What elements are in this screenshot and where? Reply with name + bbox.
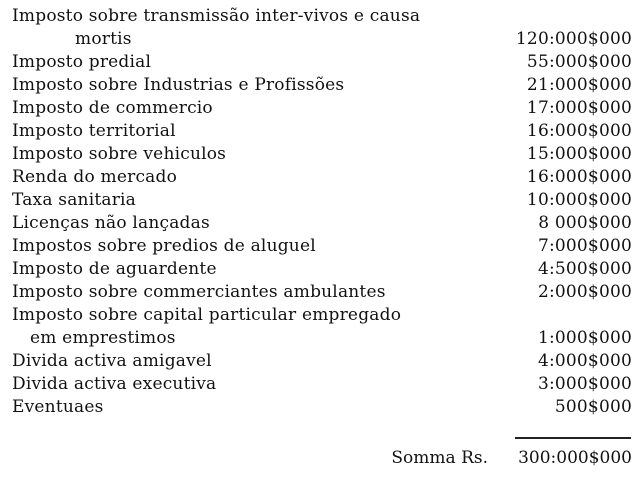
total-amount: 300:000$000 (518, 448, 632, 468)
row-label: Imposto sobre commerciantes ambulantes (12, 282, 386, 302)
table-row (0, 74, 640, 97)
row-label: Imposto sobre transmissão inter-vivos e causa (12, 6, 421, 26)
table-row (0, 281, 640, 304)
table-row (0, 212, 640, 235)
row-label: Imposto de aguardente (12, 259, 217, 279)
row-label: mortis (75, 29, 132, 49)
table-row (0, 166, 640, 189)
row-label: Imposto sobre Industrias e Profissões (12, 75, 345, 95)
row-label: em emprestimos (30, 328, 176, 348)
table-row (0, 97, 640, 120)
table-row (0, 258, 640, 281)
row-label: Divida activa amigavel (12, 351, 212, 371)
total-label: Somma Rs. (391, 448, 488, 468)
row-label: Eventuaes (12, 397, 104, 417)
row-label: Taxa sanitaria (12, 190, 136, 210)
row-label: Imposto sobre capital particular empregado (12, 305, 402, 325)
table-row (0, 51, 640, 74)
row-label: Renda do mercado (12, 167, 178, 187)
row-amount: 17:000$000 (526, 98, 632, 118)
table-row (0, 120, 640, 143)
row-amount: 7:000$000 (537, 236, 632, 256)
row-label: Imposto territorial (12, 121, 176, 141)
row-label: Imposto predial (12, 52, 152, 72)
table-row (0, 235, 640, 258)
row-amount: 16:000$000 (526, 167, 632, 187)
row-amount: 8 000$000 (538, 213, 632, 233)
table-row (0, 350, 640, 373)
table-row (0, 28, 640, 51)
table-row (0, 373, 640, 396)
row-amount: 21:000$000 (526, 75, 632, 95)
row-amount: 500$000 (554, 397, 632, 417)
row-label: Divida activa executiva (12, 374, 217, 394)
table-row (0, 189, 640, 212)
row-label: Licenças não lançadas (12, 213, 210, 233)
row-amount: 2:000$000 (537, 282, 632, 302)
row-amount: 4:500$000 (537, 259, 632, 279)
row-amount: 55:000$000 (526, 52, 632, 72)
row-amount: 10:000$000 (526, 190, 632, 210)
row-label: Imposto sobre vehiculos (12, 144, 227, 164)
row-amount: 1:000$000 (537, 328, 632, 348)
table-row (0, 143, 640, 166)
table-row (0, 5, 640, 28)
row-amount: 4:000$000 (537, 351, 632, 371)
row-label: Imposto de commercio (12, 98, 213, 118)
table-row (0, 396, 640, 419)
row-label: Impostos sobre predios de aluguel (12, 236, 316, 256)
row-amount: 3:000$000 (537, 374, 632, 394)
table-row (0, 327, 640, 350)
row-amount: 120:000$000 (515, 29, 632, 49)
row-amount: 16:000$000 (526, 121, 632, 141)
total-divider (515, 437, 631, 439)
table-row (0, 304, 640, 327)
row-amount: 15:000$000 (526, 144, 632, 164)
